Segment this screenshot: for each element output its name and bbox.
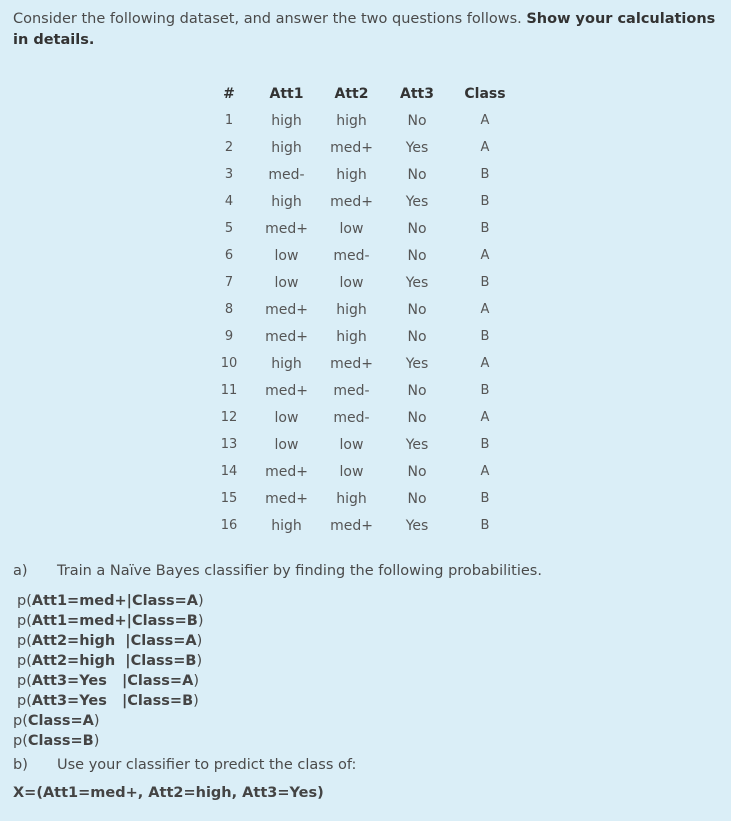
- table-cell: 7: [224, 275, 234, 290]
- table-row: [204, 458, 520, 485]
- table-cell: 5: [224, 221, 234, 236]
- table-cell: low: [274, 247, 299, 264]
- table-cell: No: [407, 382, 427, 399]
- question-a-label: a): [13, 563, 28, 579]
- dataset-table: [204, 80, 520, 539]
- table-cell: 6: [224, 248, 234, 263]
- table-cell: high: [336, 490, 367, 507]
- table-row: [204, 269, 520, 296]
- probability-expression: Class=A: [27, 713, 94, 729]
- question-b: [13, 757, 356, 773]
- table-cell: low: [274, 436, 299, 453]
- table-cell: med+: [330, 517, 373, 534]
- table-row: [204, 242, 520, 269]
- column-header: #: [223, 85, 235, 102]
- table-cell: A: [480, 113, 490, 128]
- table-cell: B: [480, 194, 490, 209]
- probability-suffix: ): [193, 693, 199, 709]
- table-cell: Yes: [405, 193, 429, 210]
- table-row: [204, 323, 520, 350]
- probability-prefix: p(: [17, 633, 32, 649]
- probability-item: [13, 631, 204, 651]
- probability-item: [13, 611, 204, 631]
- probability-expression: Att2=high |Class=B: [31, 653, 197, 669]
- table-body: [204, 107, 520, 539]
- table-cell: No: [407, 112, 427, 129]
- question-b-label: b): [13, 757, 28, 773]
- probability-item: [13, 651, 204, 671]
- table-cell: high: [336, 328, 367, 345]
- table-cell: No: [407, 490, 427, 507]
- table-cell: B: [480, 491, 490, 506]
- table-row: [204, 134, 520, 161]
- table-cell: Yes: [405, 139, 429, 156]
- intro-text: Consider the following dataset, and answer the two questions follows.: [13, 11, 527, 27]
- table-cell: med+: [265, 490, 308, 507]
- table-cell: med-: [268, 166, 305, 183]
- table-cell: B: [480, 221, 490, 236]
- table-cell: high: [336, 166, 367, 183]
- intro-bold: Show your calculations in details.: [13, 11, 716, 48]
- table-cell: A: [480, 356, 490, 371]
- table-cell: low: [339, 220, 364, 237]
- table-cell: Yes: [405, 274, 429, 291]
- table-cell: high: [271, 112, 302, 129]
- probability-item: [13, 591, 204, 611]
- question-a-text: Train a Naïve Bayes classifier by finding the following probabilities.: [57, 563, 542, 579]
- probability-expression: Class=B: [27, 733, 94, 749]
- column-header: Att2: [334, 85, 369, 102]
- table-cell: 4: [224, 194, 234, 209]
- table-cell: No: [407, 409, 427, 426]
- probability-suffix: ): [197, 613, 204, 629]
- column-header: Att1: [269, 85, 304, 102]
- table-cell: med-: [333, 409, 370, 426]
- probability-expression: Att3=Yes |Class=B: [31, 693, 194, 709]
- table-cell: low: [274, 409, 299, 426]
- table-row: [204, 215, 520, 242]
- probability-suffix: ): [196, 633, 203, 649]
- probability-item: [13, 731, 204, 751]
- table-row: [204, 350, 520, 377]
- table-cell: high: [271, 355, 302, 372]
- table-cell: low: [274, 274, 299, 291]
- table-cell: B: [480, 518, 490, 533]
- probability-expression: Att3=Yes |Class=A: [31, 673, 194, 689]
- probability-suffix: ): [198, 593, 204, 609]
- column-header: Att3: [400, 85, 434, 102]
- table-cell: med+: [265, 328, 308, 345]
- table-cell: 11: [220, 383, 238, 398]
- table-row: [204, 431, 520, 458]
- probability-suffix: ): [93, 733, 100, 749]
- table-cell: B: [480, 383, 490, 398]
- probability-item: [13, 711, 204, 731]
- table-header: [204, 80, 520, 107]
- table-cell: med+: [265, 220, 308, 237]
- table-cell: B: [480, 167, 490, 182]
- probability-suffix: ): [196, 653, 203, 669]
- table-cell: Yes: [405, 436, 429, 453]
- table-cell: 12: [220, 410, 238, 425]
- probability-prefix: p(: [13, 713, 28, 729]
- probability-prefix: p(: [17, 613, 32, 629]
- table-cell: A: [480, 302, 490, 317]
- table-cell: 14: [220, 464, 238, 479]
- table-cell: med+: [330, 193, 373, 210]
- table-cell: med-: [333, 382, 370, 399]
- probability-suffix: ): [193, 673, 199, 689]
- table-cell: 16: [220, 518, 238, 533]
- table-cell: high: [271, 517, 302, 534]
- probability-item: [13, 691, 204, 711]
- x-instance: X=(Att1=med+, Att2=high, Att3=Yes): [13, 785, 324, 801]
- table-cell: No: [407, 328, 427, 345]
- table-cell: high: [336, 112, 367, 129]
- probability-prefix: p(: [13, 733, 28, 749]
- table-cell: Yes: [405, 355, 429, 372]
- table-cell: 3: [224, 167, 234, 182]
- table-cell: 15: [220, 491, 238, 506]
- table-row: [204, 296, 520, 323]
- probability-prefix: p(: [17, 693, 32, 709]
- probability-prefix: p(: [17, 653, 32, 669]
- table-cell: No: [407, 463, 427, 480]
- table-cell: No: [407, 166, 427, 183]
- probability-expression: Att1=med+|Class=B: [31, 613, 198, 629]
- probability-prefix: p(: [17, 673, 32, 689]
- table-cell: 13: [220, 437, 238, 452]
- table-row: [204, 188, 520, 215]
- table-cell: med+: [265, 382, 308, 399]
- table-cell: med+: [330, 139, 373, 156]
- table-cell: 9: [224, 329, 234, 344]
- table-cell: No: [407, 301, 427, 318]
- column-header: Class: [464, 85, 506, 102]
- probability-expression: Att1=med+|Class=A: [31, 593, 198, 609]
- probability-list: [13, 591, 204, 751]
- probability-suffix: ): [93, 713, 100, 729]
- table-row: [204, 107, 520, 134]
- question-b-text: Use your classifier to predict the class of:: [57, 757, 357, 773]
- table-row: [204, 377, 520, 404]
- table-cell: A: [480, 464, 490, 479]
- table-row: [204, 485, 520, 512]
- table-cell: 8: [224, 302, 234, 317]
- table-cell: 10: [220, 356, 238, 371]
- table-row: [204, 404, 520, 431]
- table-cell: high: [336, 301, 367, 318]
- table-cell: B: [480, 329, 490, 344]
- probability-prefix: p(: [17, 593, 32, 609]
- table-cell: low: [339, 436, 364, 453]
- table-row: [204, 161, 520, 188]
- table-cell: B: [480, 275, 490, 290]
- table-cell: Yes: [405, 517, 429, 534]
- table-cell: B: [480, 437, 490, 452]
- probability-expression: Att2=high |Class=A: [31, 633, 197, 649]
- table-cell: med+: [330, 355, 373, 372]
- question-a: [13, 563, 542, 579]
- table-cell: A: [480, 410, 490, 425]
- table-cell: A: [480, 140, 490, 155]
- table-cell: 1: [224, 113, 234, 128]
- table-cell: 2: [224, 140, 234, 155]
- table-cell: low: [339, 274, 364, 291]
- table-cell: No: [407, 220, 427, 237]
- table-row: [204, 512, 520, 539]
- table-cell: A: [480, 248, 490, 263]
- table-cell: med-: [333, 247, 370, 264]
- table-cell: No: [407, 247, 427, 264]
- intro-paragraph: [13, 9, 718, 51]
- table-cell: med+: [265, 463, 308, 480]
- table-cell: high: [271, 139, 302, 156]
- probability-item: [13, 671, 204, 691]
- table-cell: high: [271, 193, 302, 210]
- table-cell: low: [339, 463, 364, 480]
- table-cell: med+: [265, 301, 308, 318]
- header-row: [204, 80, 520, 107]
